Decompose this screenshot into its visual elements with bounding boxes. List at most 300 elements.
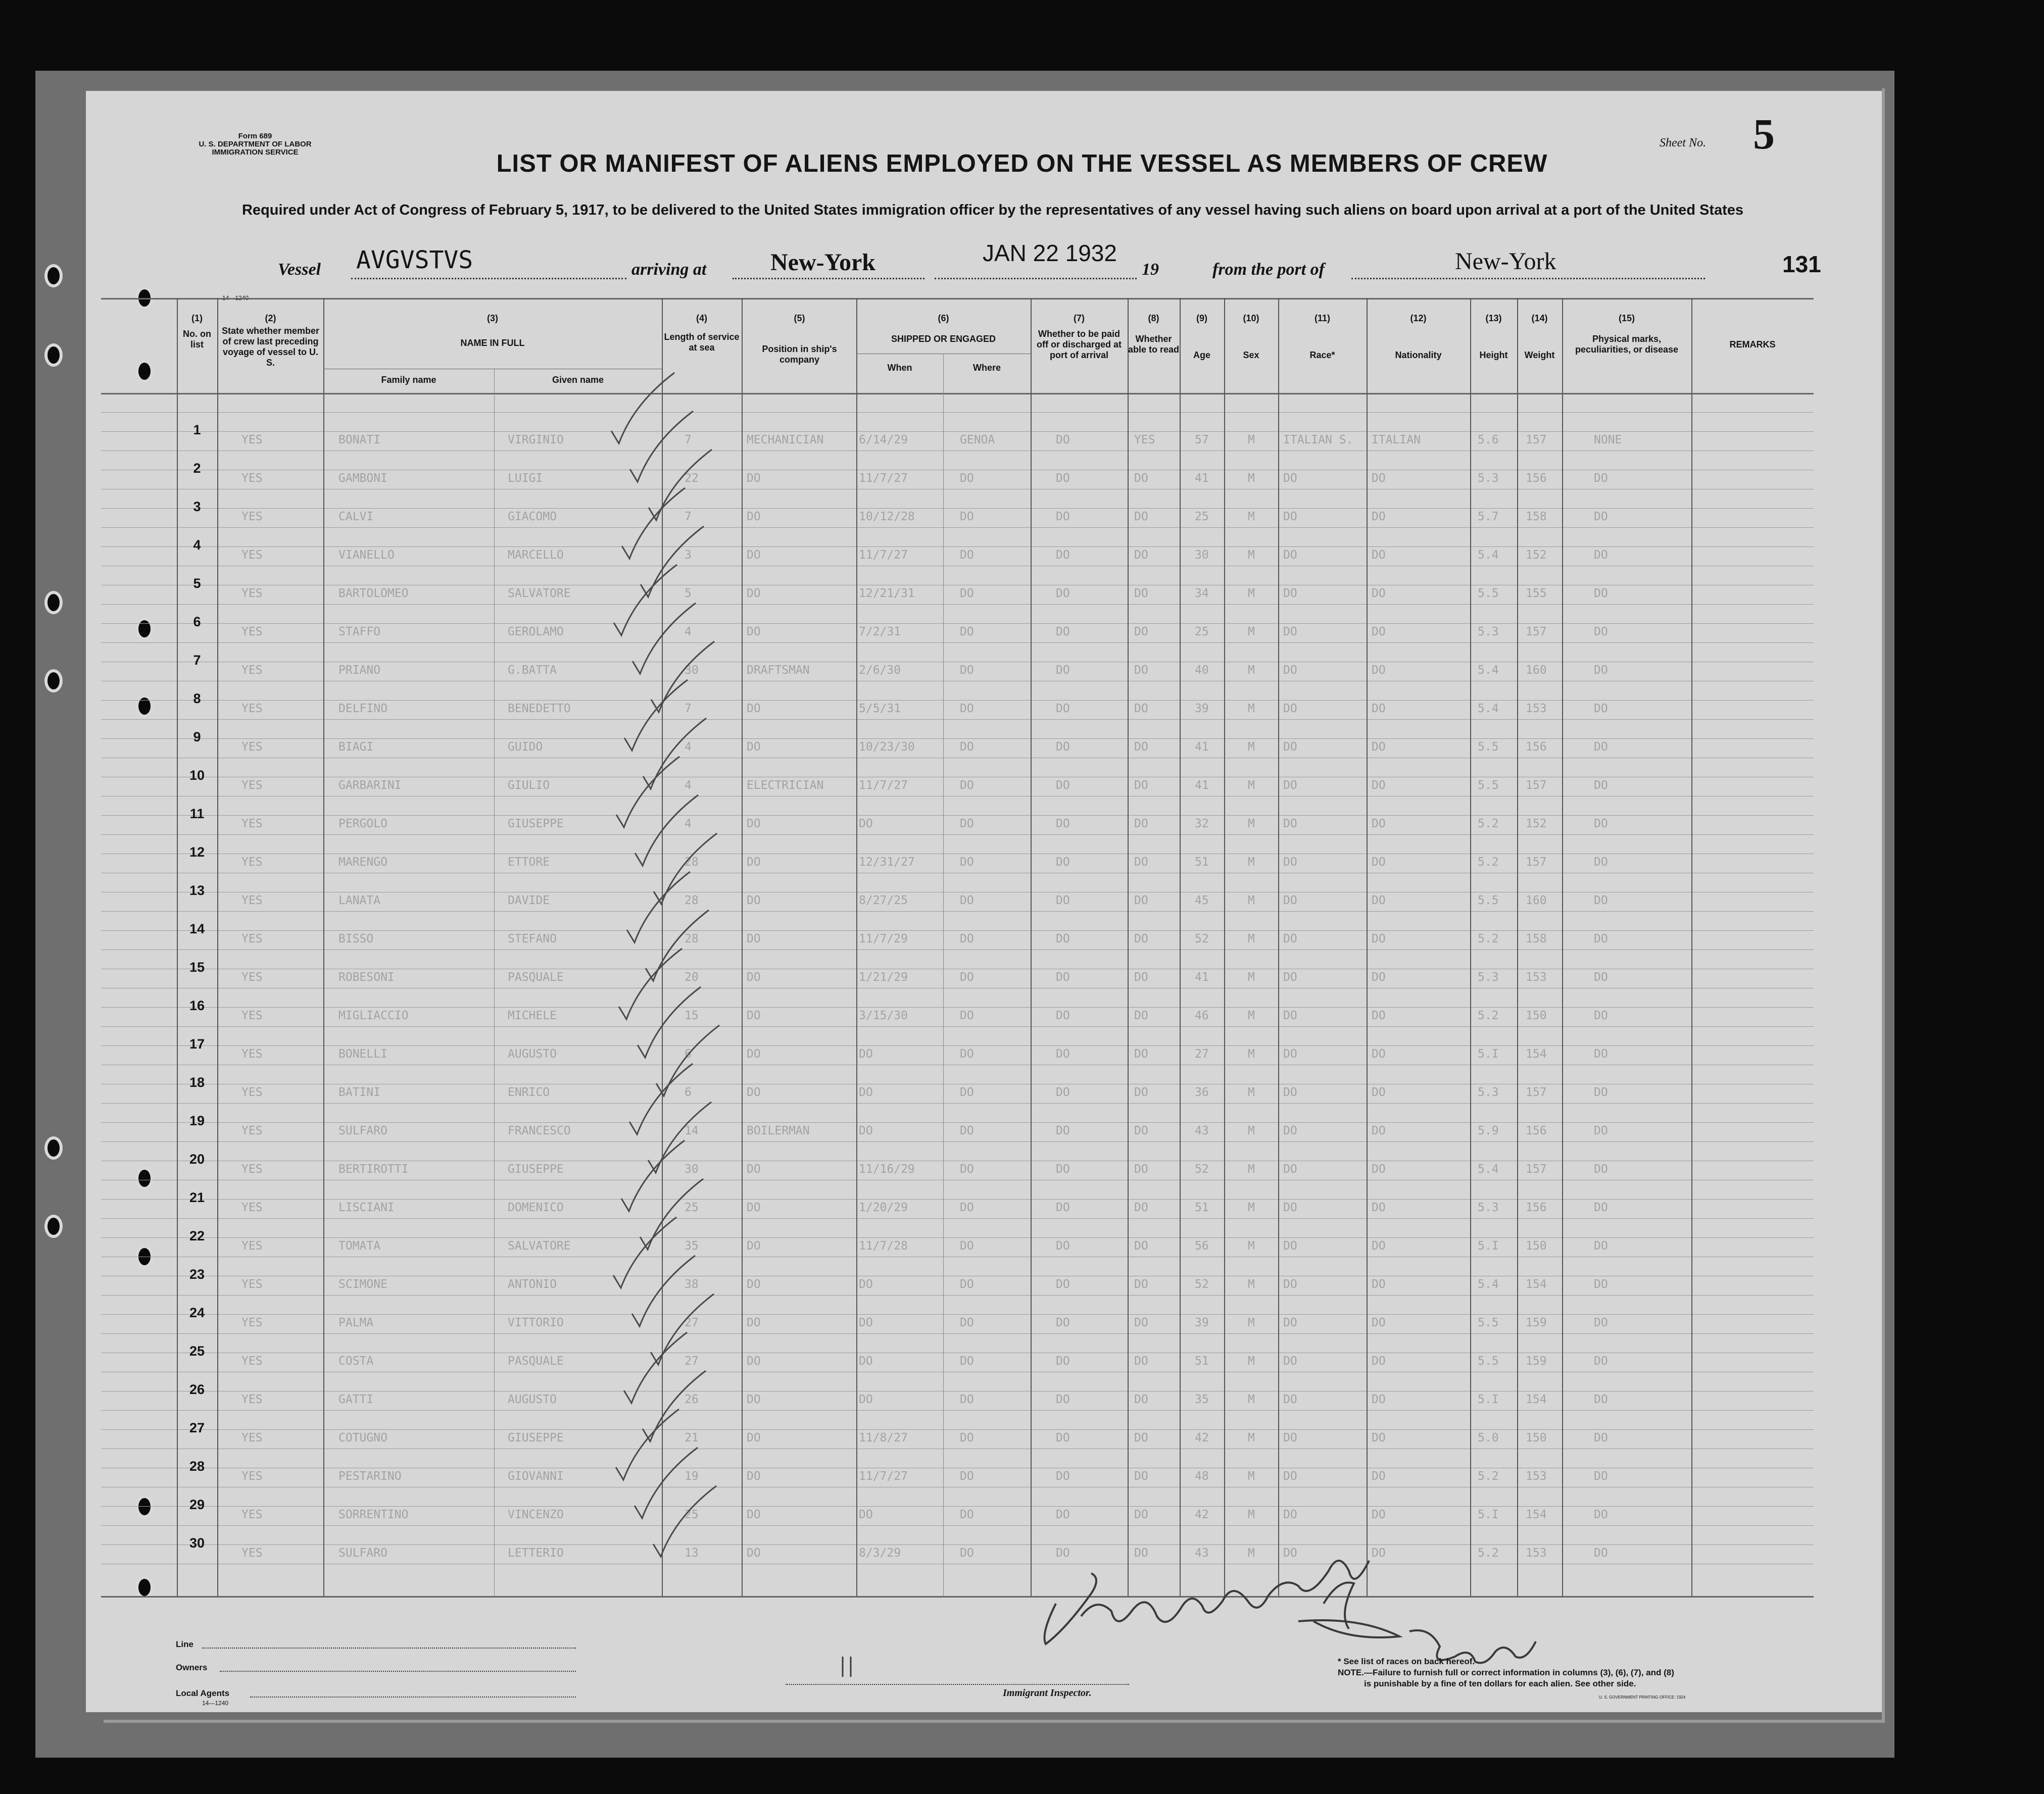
arriving-label: arriving at [631,260,707,279]
crew-shipped-when: 11/8/27 [859,1431,908,1444]
row-number: 24 [189,1305,205,1320]
crew-position: DO [747,1547,761,1560]
crew-age: 25 [1195,625,1209,638]
crew-nationality: DO [1372,1009,1386,1022]
crew-family-name: VIANELLO [338,549,395,562]
crew-able-to-read: DO [1134,1316,1148,1329]
crew-weight: 158 [1526,510,1547,523]
crew-given-name: SALVATORE [508,1239,571,1253]
given-name-header: Given name [552,375,604,385]
crew-previous-voyage: YES [241,1201,263,1214]
crew-weight: 152 [1526,817,1547,830]
crew-paid-off: DO [1056,1393,1070,1406]
crew-paid-off: DO [1056,817,1070,830]
crew-service-length: 25 [685,1508,699,1521]
crew-age: 27 [1195,1048,1209,1061]
from-port-label: from the port of [1212,260,1325,279]
crew-paid-off: DO [1056,1201,1070,1214]
crew-service-length: 4 [685,779,692,792]
crew-race: DO [1283,1508,1297,1521]
crew-shipped-where: DO [960,971,974,984]
crew-sex: M [1248,1239,1255,1253]
crew-physical-marks: DO [1594,587,1608,600]
crew-shipped-where: DO [960,894,974,907]
crew-shipped-when: 7/2/31 [859,625,901,638]
crew-position: DO [747,702,761,715]
col-label: Whether able to read [1128,334,1180,355]
crew-able-to-read: DO [1134,625,1148,638]
crew-weight: 155 [1526,587,1547,600]
crew-given-name: ANTONIO [508,1278,557,1291]
crew-position: ELECTRICIAN [747,779,824,792]
crew-position: DO [747,549,761,562]
crew-shipped-where: DO [960,1124,974,1137]
crew-family-name: CALVI [338,510,374,523]
crew-sex: M [1248,856,1255,869]
crew-able-to-read: DO [1134,587,1148,600]
crew-age: 41 [1195,971,1209,984]
crew-nationality: DO [1372,510,1386,523]
crew-shipped-when: 1/21/29 [859,971,908,984]
crew-given-name: GUIDO [508,740,543,754]
crew-physical-marks: DO [1594,779,1608,792]
crew-shipped-when: 10/23/30 [859,740,915,754]
col-label: NAME IN FULL [460,338,525,348]
crew-nationality: DO [1372,1239,1386,1253]
crew-family-name: SORRENTINO [338,1508,409,1521]
check-mark [630,411,693,482]
crew-previous-voyage: YES [241,971,263,984]
crew-given-name: VINCENZO [508,1508,564,1521]
row-number: 19 [189,1113,205,1128]
crew-shipped-when: DO [859,1086,873,1099]
crew-race: DO [1283,1470,1297,1483]
form-number: Form 689 [238,132,272,140]
crew-height: 5.5 [1478,1355,1499,1368]
crew-able-to-read: DO [1134,817,1148,830]
crew-height: 5.4 [1478,702,1499,715]
crew-paid-off: DO [1056,1124,1070,1137]
crew-height: 5.2 [1478,817,1499,830]
check-mark [624,680,688,751]
crew-physical-marks: DO [1594,472,1608,485]
check-mark [622,488,685,559]
col-num: (6) [938,313,949,323]
check-mark [635,1448,698,1518]
crew-height: 5.4 [1478,549,1499,562]
list-number: 131 [1782,251,1821,277]
crew-paid-off: DO [1056,1048,1070,1061]
crew-shipped-where: DO [960,1431,974,1444]
check-mark [649,450,712,520]
crew-physical-marks: DO [1594,1163,1608,1176]
crew-physical-marks: DO [1594,549,1608,562]
crew-able-to-read: DO [1134,1393,1148,1406]
crew-family-name: MARENGO [338,856,387,869]
crew-sex: M [1248,779,1255,792]
crew-height: 5.5 [1478,587,1499,600]
crew-family-name: MIGLIACCIO [338,1009,409,1022]
crew-family-name: BONATI [338,433,381,446]
crew-shipped-when: DO [859,1048,873,1061]
crew-physical-marks: DO [1594,510,1608,523]
col-label: Sex [1243,350,1259,360]
crew-shipped-where: DO [960,1508,974,1521]
crew-shipped-where: DO [960,587,974,600]
crew-given-name: PASQUALE [508,971,564,984]
crew-position: DO [747,1316,761,1329]
crew-service-length: 28 [685,856,699,869]
crew-previous-voyage: YES [241,549,263,562]
check-mark [651,641,714,712]
check-mark [616,757,679,827]
crew-paid-off: DO [1056,510,1070,523]
crew-race: DO [1283,1355,1297,1368]
crew-given-name: PASQUALE [508,1355,564,1368]
penalty-note-line-2: is punishable by a fine of ten dollars for each alien. See other side. [1364,1679,1636,1688]
row-number: 10 [189,768,205,783]
crew-position: DO [747,1278,761,1291]
crew-race: DO [1283,1124,1297,1137]
crew-sex: M [1248,971,1255,984]
crew-paid-off: DO [1056,856,1070,869]
crew-sex: M [1248,472,1255,485]
crew-family-name: BISSO [338,932,374,945]
crew-family-name: BERTIROTTI [338,1163,409,1176]
crew-shipped-when: 11/7/29 [859,932,908,945]
check-mark [627,872,690,942]
crew-weight: 157 [1526,1086,1547,1099]
crew-age: 52 [1195,932,1209,945]
crew-height: 5.3 [1478,472,1499,485]
check-mark [646,910,709,981]
crew-position: DO [747,1048,761,1061]
crew-previous-voyage: YES [241,1316,263,1329]
crew-race: DO [1283,856,1297,869]
crew-paid-off: DO [1056,1547,1070,1560]
crew-shipped-where: DO [960,1048,974,1061]
crew-age: 35 [1195,1393,1209,1406]
crew-given-name: GIOVANNI [508,1470,564,1483]
crew-service-length: 6 [685,1086,692,1099]
crew-previous-voyage: YES [241,702,263,715]
crew-weight: 150 [1526,1009,1547,1022]
row-number: 8 [193,691,201,706]
crew-able-to-read: DO [1134,702,1148,715]
crew-able-to-read: DO [1134,1201,1148,1214]
row-number: 15 [189,960,205,975]
crew-weight: 159 [1526,1355,1547,1368]
crew-shipped-when: 11/16/29 [859,1163,915,1176]
col-num: (7) [1074,313,1085,323]
crew-height: 5.I [1478,1393,1499,1406]
crew-nationality: ITALIAN [1372,433,1421,446]
crew-able-to-read: DO [1134,664,1148,677]
crew-shipped-when: 3/15/30 [859,1009,908,1022]
crew-service-length: 28 [685,894,699,907]
crew-position: DO [747,740,761,754]
col-label: SHIPPED OR ENGAGED [891,334,996,344]
crew-shipped-when: 8/3/29 [859,1547,901,1560]
crew-physical-marks: NONE [1594,433,1622,446]
check-mark [656,1025,719,1096]
col-label: No. on list [183,329,211,350]
crew-shipped-where: DO [960,625,974,638]
vessel-name: AVGVSTVS [356,246,473,274]
crew-paid-off: DO [1056,549,1070,562]
row-number: 5 [193,576,201,591]
crew-paid-off: DO [1056,779,1070,792]
crew-family-name: COSTA [338,1355,374,1368]
col-num: (14) [1531,313,1548,323]
crew-physical-marks: DO [1594,971,1608,984]
row-number: 26 [189,1382,205,1397]
crew-given-name: ENRICO [508,1086,550,1099]
crew-paid-off: DO [1056,664,1070,677]
crew-given-name: G.BATTA [508,664,557,677]
crew-able-to-read: DO [1134,1239,1148,1253]
crew-service-length: 4 [685,625,692,638]
crew-height: 5.3 [1478,1201,1499,1214]
crew-service-length: 3 [685,549,692,562]
crew-weight: 154 [1526,1278,1547,1291]
crew-race: DO [1283,817,1297,830]
crew-family-name: DELFINO [338,702,387,715]
crew-age: 36 [1195,1086,1209,1099]
row-number: 7 [193,653,201,668]
crew-paid-off: DO [1056,702,1070,715]
crew-able-to-read: DO [1134,472,1148,485]
crew-shipped-where: DO [960,1278,974,1291]
row-number: 20 [189,1152,205,1167]
crew-physical-marks: DO [1594,1508,1608,1521]
col-num: (4) [696,313,707,323]
crew-physical-marks: DO [1594,1124,1608,1137]
footer-form-code: 14—1240 [202,1700,229,1707]
crew-family-name: BARTOLOMEO [338,587,409,600]
printer-imprint: U. S. GOVERNMENT PRINTING OFFICE: 1924 [1599,1695,1686,1700]
crew-shipped-when: 11/7/28 [859,1239,908,1253]
crew-paid-off: DO [1056,1470,1070,1483]
crew-age: 41 [1195,740,1209,754]
crew-previous-voyage: YES [241,932,263,945]
crew-shipped-when: 8/27/25 [859,894,908,907]
crew-previous-voyage: YES [241,1163,263,1176]
crew-given-name: SALVATORE [508,587,571,600]
crew-service-length: 6 [685,1048,692,1061]
crew-shipped-where: DO [960,740,974,754]
col-num: (13) [1485,313,1502,323]
crew-family-name: GARBARINI [338,779,402,792]
crew-nationality: DO [1372,1508,1386,1521]
crew-nationality: DO [1372,664,1386,677]
crew-able-to-read: DO [1134,1470,1148,1483]
crew-service-length: 35 [685,1239,699,1253]
crew-height: 5.2 [1478,856,1499,869]
crew-paid-off: DO [1056,971,1070,984]
crew-given-name: GIUSEPPE [508,1431,564,1444]
crew-physical-marks: DO [1594,817,1608,830]
crew-nationality: DO [1372,587,1386,600]
crew-given-name: LETTERIO [508,1547,564,1560]
crew-physical-marks: DO [1594,625,1608,638]
crew-race: DO [1283,1163,1297,1176]
crew-shipped-when: DO [859,1316,873,1329]
crew-given-name: ETTORE [508,856,550,869]
crew-paid-off: DO [1056,1278,1070,1291]
crew-shipped-when: DO [859,1355,873,1368]
crew-family-name: SULFARO [338,1547,387,1560]
crew-sex: M [1248,1470,1255,1483]
crew-shipped-when: DO [859,1124,873,1137]
crew-shipped-where: DO [960,932,974,945]
crew-service-length: 13 [685,1547,699,1560]
crew-family-name: SCIMONE [338,1278,387,1291]
crew-service-length: 26 [685,1393,699,1406]
crew-physical-marks: DO [1594,740,1608,754]
crew-nationality: DO [1372,894,1386,907]
crew-nationality: DO [1372,971,1386,984]
crew-race: DO [1283,894,1297,907]
check-mark [648,1102,711,1173]
crew-nationality: DO [1372,1278,1386,1291]
crew-weight: 154 [1526,1508,1547,1521]
crew-nationality: DO [1372,1201,1386,1214]
crew-shipped-where: DO [960,1316,974,1329]
crew-previous-voyage: YES [241,740,263,754]
crew-previous-voyage: YES [241,472,263,485]
crew-position: DO [747,1163,761,1176]
crew-shipped-when: DO [859,1508,873,1521]
crew-race: DO [1283,1393,1297,1406]
crew-able-to-read: DO [1134,856,1148,869]
where-header: Where [972,363,1001,373]
crew-able-to-read: DO [1134,1278,1148,1291]
crew-nationality: DO [1372,1086,1386,1099]
crew-paid-off: DO [1056,433,1070,446]
crew-family-name: PERGOLO [338,817,387,830]
col-num: (2) [265,313,276,323]
crew-family-name: PRIANO [338,664,381,677]
crew-position: DO [747,1239,761,1253]
crew-previous-voyage: YES [241,817,263,830]
crew-able-to-read: DO [1134,1508,1148,1521]
crew-race: DO [1283,587,1297,600]
crew-weight: 154 [1526,1393,1547,1406]
crew-race: DO [1283,1316,1297,1329]
crew-nationality: DO [1372,740,1386,754]
crew-sex: M [1248,1086,1255,1099]
crew-height: 5.6 [1478,433,1499,446]
row-number: 9 [193,729,201,744]
crew-service-length: 4 [685,740,692,754]
crew-height: 5.0 [1478,1431,1499,1444]
crew-service-length: 27 [685,1316,699,1329]
arriving-port: New-York [770,249,875,276]
crew-shipped-where: DO [960,549,974,562]
crew-race: DO [1283,1201,1297,1214]
date-stamp: JAN 22 1932 [983,240,1117,266]
crew-previous-voyage: YES [241,779,263,792]
crew-previous-voyage: YES [241,510,263,523]
crew-race: DO [1283,1086,1297,1099]
crew-race: DO [1283,472,1297,485]
crew-nationality: DO [1372,932,1386,945]
crew-shipped-where: DO [960,779,974,792]
crew-given-name: VIRGINIO [508,433,564,446]
row-number: 23 [189,1267,205,1282]
crew-service-length: 20 [685,971,699,984]
crew-physical-marks: DO [1594,1393,1608,1406]
crew-nationality: DO [1372,1048,1386,1061]
crew-given-name: GEROLAMO [508,625,564,638]
crew-paid-off: DO [1056,740,1070,754]
crew-race: DO [1283,1278,1297,1291]
crew-race: DO [1283,932,1297,945]
crew-shipped-where: DO [960,1239,974,1253]
crew-physical-marks: DO [1594,702,1608,715]
crew-height: 5.5 [1478,740,1499,754]
crew-sex: M [1248,1048,1255,1061]
crew-height: 5.2 [1478,1470,1499,1483]
crew-sex: M [1248,1163,1255,1176]
row-number: 21 [189,1190,205,1205]
crew-previous-voyage: YES [241,1278,263,1291]
crew-service-length: 7 [685,510,692,523]
crew-service-length: 27 [685,1355,699,1368]
crew-race: DO [1283,510,1297,523]
row-number: 3 [193,499,201,514]
crew-service-length: 30 [685,1163,699,1176]
check-mark [613,1217,676,1288]
crew-physical-marks: DO [1594,1278,1608,1291]
col-num: (15) [1618,313,1635,323]
crew-paid-off: DO [1056,625,1070,638]
form-code: 14—1240 [222,294,249,302]
crew-previous-voyage: YES [241,664,263,677]
crew-position: DO [747,472,761,485]
crew-age: 56 [1195,1239,1209,1253]
crew-service-length: 5 [685,587,692,600]
crew-nationality: DO [1372,549,1386,562]
crew-shipped-where: DO [960,1009,974,1022]
col-label: Age [1193,350,1210,360]
crew-able-to-read: DO [1134,1547,1148,1560]
crew-position: DO [747,510,761,523]
crew-physical-marks: DO [1594,1355,1608,1368]
crew-weight: 153 [1526,1547,1547,1560]
crew-weight: 150 [1526,1431,1547,1444]
crew-service-length: 28 [685,932,699,945]
crew-height: 5.I [1478,1048,1499,1061]
crew-nationality: DO [1372,702,1386,715]
crew-position: DO [747,932,761,945]
crew-previous-voyage: YES [241,587,263,600]
crew-physical-marks: DO [1594,1316,1608,1329]
check-mark [643,718,706,789]
crew-position: DO [747,1086,761,1099]
col-label: Nationality [1395,350,1442,360]
owners-label: Owners [176,1663,208,1672]
crew-given-name: AUGUSTO [508,1393,557,1406]
crew-paid-off: DO [1056,472,1070,485]
crew-nationality: DO [1372,1393,1386,1406]
crew-weight: 156 [1526,1201,1547,1214]
crew-position: DO [747,1508,761,1521]
crew-previous-voyage: YES [241,1431,263,1444]
crew-age: 46 [1195,1009,1209,1022]
crew-shipped-where: DO [960,856,974,869]
